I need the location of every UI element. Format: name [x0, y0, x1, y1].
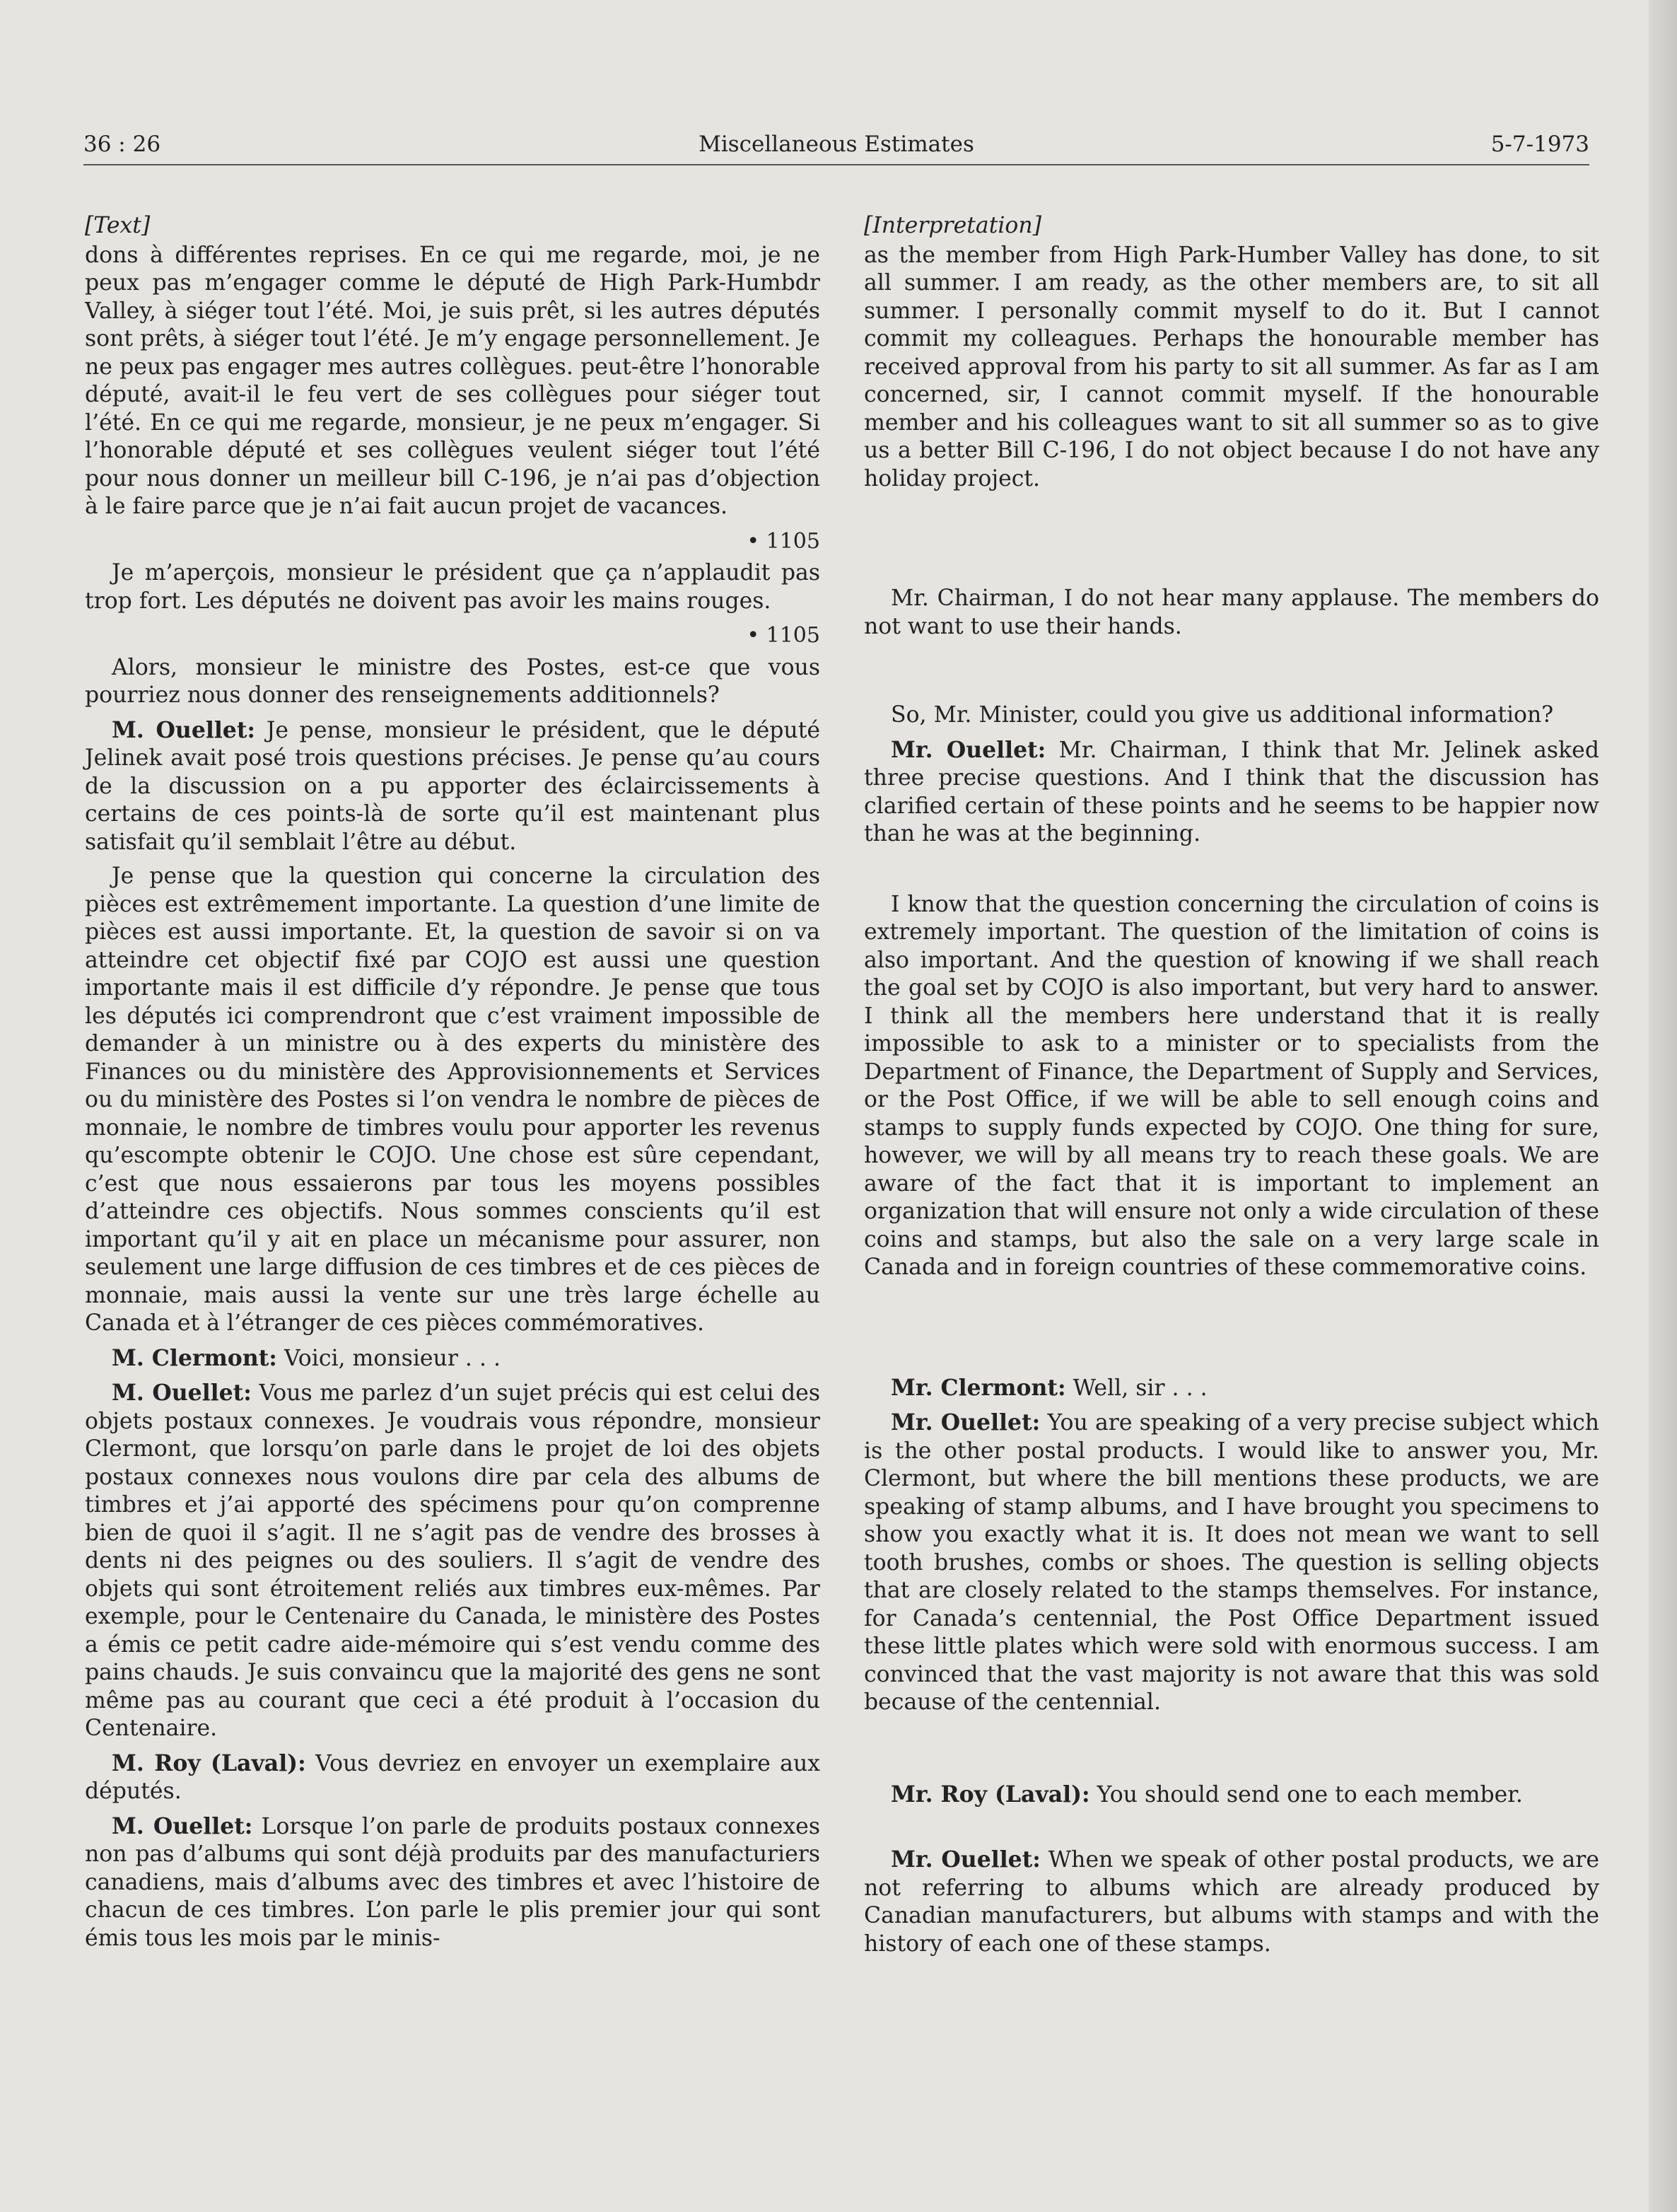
page-edge-shadow: [1649, 0, 1677, 2212]
speech-text: Well, sir . . .: [1065, 1375, 1208, 1401]
paragraph: Alors, monsieur le ministre des Postes, est-ce que vous pourriez nous donner des renseignements additionnels?: [85, 654, 820, 708]
page-date: 5-7-1973: [1490, 132, 1589, 157]
speech-paragraph: [864, 1846, 1599, 1958]
paragraph: as the member from High Park-Humber Valley has done, to sit all summer. I am ready, as the other members are, to sit all summer. I personally commit myself to do it. But I cannot commit my colleagues. Perhaps the honourable member has received approval from his party to sit all summer. As far as I am concerned, sir, I cannot commit myself. If the honourable member and his colleagues want to sit all summer so as to give us a better Bill C-196, I do not object because I do not have any holiday project.: [864, 242, 1599, 491]
speech-paragraph: [864, 1781, 1599, 1810]
column-label: [Text]: [85, 213, 151, 238]
english-column: [864, 212, 1599, 1964]
time-marker: • 1105: [747, 528, 820, 554]
speaker-name: Mr. Ouellet:: [891, 1846, 1041, 1873]
paragraph: Je pense que la question qui concerne la circulation des pièces est extrêmement importante. La question d’une limite de pièces est aussi importante. Et, la question de savoir si on va atteindre cet objectif fixé par COJO est aussi une question importante mais il est difficile d’y répondre. Je pense que tous les députés ici comprendront que c’est vraiment impossible de demander à un ministre ou à des experts du ministère des Finances ou du ministère des Approvisionnements et Services ou du ministère des Postes si l’on vendra le nombre de pièces de monnaie, le nombre de timbres voulu pour apporter les revenus qu’escompte obtenir le COJO. Une chose est sûre cependant, c’est que nous essaierons par tous les moyens possibles d’atteindre ces objectifs. Nous sommes conscients qu’il est important qu’il y ait en place un mécanisme pour assurer, non seulement une large diffusion de ces timbres et de ces pièces de monnaie, mais aussi la vente sur une très large échelle au Canada et à l’étranger de ces pièces commémoratives.: [85, 863, 820, 1336]
paragraph: Je m’aperçois, monsieur le président que ça n’applaudit pas trop fort. Les députés ne doivent pas avoir les mains rouges.: [85, 560, 820, 614]
speech-paragraph: [85, 1379, 820, 1743]
speech-text: You should send one to each member.: [1089, 1781, 1523, 1808]
column-label: [Interpretation]: [864, 213, 1041, 238]
speech-paragraph: [864, 1374, 1599, 1403]
speech-paragraph: [85, 1344, 820, 1373]
speaker-name: Mr. Clermont:: [891, 1374, 1066, 1401]
speech-paragraph: [85, 716, 820, 857]
speech-paragraph: [864, 1409, 1599, 1717]
speech-text: Mr. Chairman, I think that Mr. Jelinek asked three precise questions. And I think that the discussion has clarified certain of these points and he seems to be happier now than he was at the beginning.: [864, 737, 1599, 846]
column-label-text: Interpretation: [872, 213, 1033, 238]
speech-text: Vous devriez en envoyer un exemplaire aux députés.: [85, 1750, 820, 1804]
paragraph: I know that the question concerning the circulation of coins is extremely important. The question of the limitation of coins is also important. And the question of knowing if we shall reach the goal set by COJO is also important, but very hard to answer. I think all the members here understand that it is really impossible to ask to a minister or to specialists from the Department of Finance, the Department of Supply and Services, or the Post Office, if we will be able to sell enough coins and stamps to supply funds expected by COJO. One thing for sure, however, we will by all means try to reach these goals. We are aware of the fact that it is important to implement an organization that will ensure not only a wide circulation of these coins and stamps, but also the sale on a very large scale in Canada and in foreign countries of these commemorative coins.: [864, 891, 1599, 1280]
speech-text: You are speaking of a very precise subject which is the other postal products. I would like to answer you, Mr. Clermont, but where the bill mentions these products, we are speaking of stamp albums, and I have brought you specimens to show you exactly what it is. It does not mean we want to sell tooth brushes, combs or shoes. The question is selling objects that are closely related to the stamps themselves. For instance, for Canada’s centennial, the Post Office Department issued these little plates which were sold with enormous success. I am convinced that the vast majority is not aware that this was sold because of the centennial.: [864, 1410, 1599, 1715]
speaker-name: M. Ouellet:: [112, 716, 256, 743]
time-marker: • 1105: [747, 623, 820, 648]
page-number: 36 : 26: [83, 132, 161, 157]
speaker-name: M. Clermont:: [112, 1344, 277, 1371]
speech-text: Je pense, monsieur le président, que le député Jelinek avait posé trois questions précises. Je pense qu’au cours de la discussion on a pu apporter des éclaircissements à certains de ces points-là de sorte qu’il est maintenant plus satisfait qu’il semblait l’être au début.: [85, 717, 820, 855]
speech-text: Vous me parlez d’un sujet précis qui est celui des objets postaux connexes. Je voudrais vous répondre, monsieur Clermont, que lorsqu’on parle dans le projet de loi des objets postaux connexes nous voulons dire par cela des albums de timbres et j’ai apporté des spécimens pour qu’on comprenne bien de quoi il s’agit. Il ne s’agit pas de vendre des brosses à dents ni des peignes ou des souliers. Il s’agit de vendre des objets qui sont étroitement reliés aux timbres eux-mêmes. Par exemple, pour le Centenaire du Canada, le ministère des Postes a émis ce petit cadre aide-mémoire qui s’est vendu comme des pains chauds. Je suis convaincu que la majorité des gens ne sont même pas au courant que ceci a été produit à l’occasion du Centenaire.: [85, 1380, 820, 1741]
page-header: [83, 126, 1589, 165]
speaker-name: Mr. Ouellet:: [891, 1409, 1041, 1436]
speaker-name: Mr. Roy (Laval):: [891, 1781, 1090, 1808]
column-label-text: Text: [93, 213, 141, 238]
paragraph: Mr. Chairman, I do not hear many applause. The members do not want to use their hands.: [864, 586, 1599, 639]
speaker-name: M. Roy (Laval):: [112, 1750, 306, 1776]
speech-paragraph: [85, 1812, 820, 1953]
french-column: [85, 212, 820, 1959]
speaker-name: Mr. Ouellet:: [891, 736, 1046, 763]
speech-text: Voici, monsieur . . .: [276, 1345, 501, 1371]
speech-text: Lorsque l’on parle de produits postaux connexes non pas d’albums qui sont déjà produits par des manufacturiers canadiens, mais d’albums avec des timbres et avec l’histoire de chacun de ces timbres. L’on parle le plis premier jour qui sont émis tous les mois par le minis-: [85, 1813, 820, 1951]
speech-paragraph: [85, 1750, 820, 1806]
running-title: Miscellaneous Estimates: [699, 132, 974, 157]
paragraph: dons à différentes reprises. En ce qui me regarde, moi, je ne peux pas m’engager comme le député de High Park-Humbdr Valley, à siéger tout l’été. Moi, je suis prêt, si les autres députés sont prêts, à siéger tout l’été. Je m’y engage personnellement. Je ne peux pas engager mes autres collègues. peut-être l’honorable député, avait-il le feu vert de ses collègues pour siéger tout l’été. En ce qui me regarde, monsieur, je ne peux m’engager. Si l’honorable député et ses collègues veulent siéger tout l’été pour nous donner un meilleur bill C-196, je n’ai pas d’objection à le faire parce que je n’ai fait aucun projet de vacances.: [85, 242, 820, 519]
paragraph: So, Mr. Minister, could you give us additional information?: [891, 702, 1554, 728]
speech-paragraph: [864, 736, 1599, 849]
speaker-name: M. Ouellet:: [112, 1380, 252, 1406]
speaker-name: M. Ouellet:: [112, 1812, 253, 1839]
speech-text: When we speak of other postal products, we are not referring to albums which are already produced by Canadian manufacturers, but albums with stamps and with the history of each one of these stamps.: [864, 1847, 1599, 1957]
